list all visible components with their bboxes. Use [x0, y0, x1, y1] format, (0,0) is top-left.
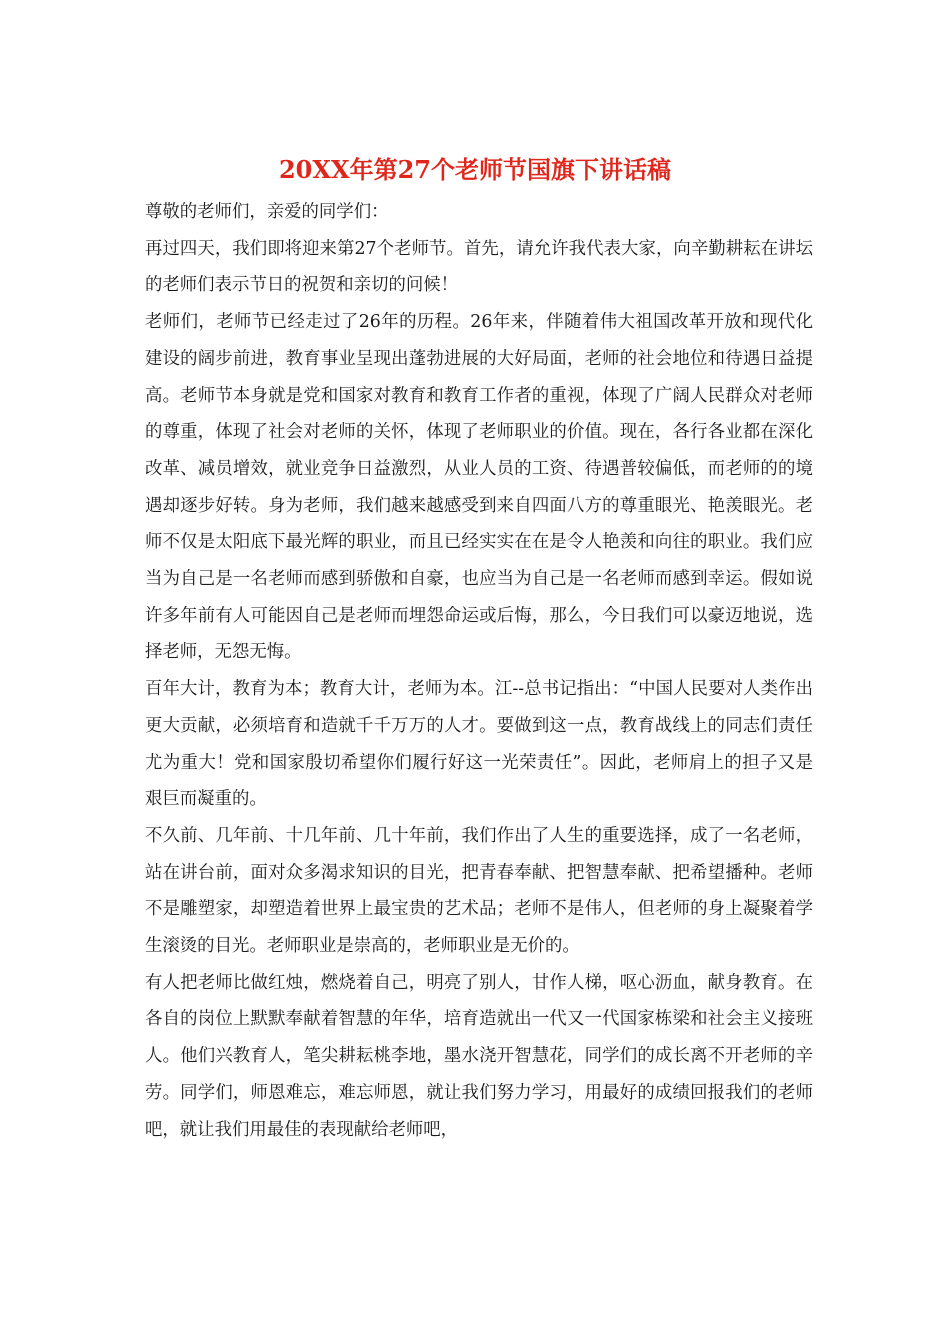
body-paragraph: 百年大计，教育为本；教育大计，老师为本。江--总书记指出：“中国人民要对人类作出更大贡献，必须培育和造就千千万万的人才。要做到这一点，教育战线上的同志们责任尤为重大！党和国家殷切希望你们履行好这一光荣责任”。因此，老师肩上的担子又是艰巨而凝重的。: [145, 679, 813, 810]
document-body: [145, 194, 813, 1148]
body-paragraph: 有人把老师比做红烛，燃烧着自己，明亮了别人，甘作人梯，呕心沥血，献身教育。在各自的岗位上默默奉献着智慧的年华，培育造就出一代又一代国家栋梁和社会主义接班人。他们兴教育人，笔尖耕耘桃李地，墨水浇开智慧花，同学们的成长离不开老师的辛劳。同学们，师恩难忘，难忘师恩，就让我们努力学习，用最好的成绩回报我们的老师吧，就让我们用最佳的表现献给老师吧，: [145, 972, 813, 1140]
document-title: 20XX年第27个老师节国旗下讲话稿: [278, 155, 672, 184]
greeting-paragraph: 尊敬的老师们，亲爱的同学们：: [145, 202, 389, 222]
body-paragraph: 再过四天，我们即将迎来第27个老师节。首先，请允许我代表大家，向辛勤耕耘在讲坛的老师们表示节日的祝贺和亲切的问候！: [145, 238, 813, 296]
body-paragraph: 老师们，老师节已经走过了26年的历程。26年来，伴随着伟大祖国改革开放和现代化建设的阔步前进，教育事业呈现出蓬勃进展的大好局面，老师的社会地位和待遇日益提高。老师节本身就是党和国家对教育和教育工作者的重视，体现了广阔人民群众对老师的尊重，体现了社会对老师的关怀，体现了老师职业的价值。现在，各行各业都在深化改革、减员增效，就业竞争日益激烈，从业人员的工资、待遇普较偏低，而老师的的境遇却逐步好转。身为老师，我们越来越感受到来自四面八方的尊重眼光、艳羡眼光。老师不仅是太阳底下最光辉的职业，而且已经实实在在是令人艳羡和向往的职业。我们应当为自己是一名老师而感到骄傲和自豪，也应当为自己是一名老师而感到幸运。假如说许多年前有人可能因自己是老师而埋怨命运或后悔，那么，今日我们可以豪迈地说，选择老师，无怨无悔。: [145, 312, 813, 663]
body-paragraph: 不久前、几年前、十几年前、几十年前，我们作出了人生的重要选择，成了一名老师，站在讲台前，面对众多渴求知识的目光，把青春奉献、把智慧奉献、把希望播种。老师不是雕塑家，却塑造着世界上最宝贵的艺术品；老师不是伟人，但老师的身上凝聚着学生滚烫的目光。老师职业是崇高的，老师职业是无价的。: [145, 825, 813, 957]
